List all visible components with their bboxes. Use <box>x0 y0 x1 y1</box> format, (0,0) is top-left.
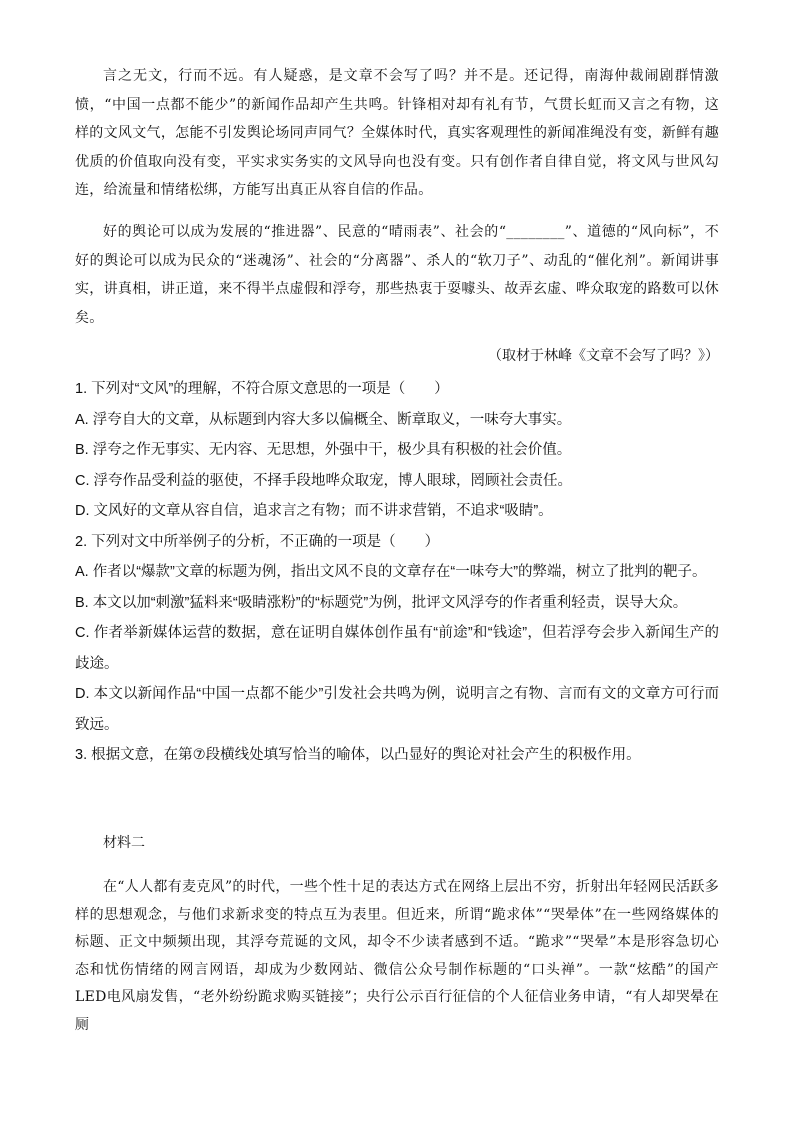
question-2-option-d: D. 本文以新闻作品“中国一点都不能少”引发社会共鸣为例，说明言之有物、言而有文的文章方可行而致远。 <box>75 686 719 733</box>
question-2-option-a: A. 作者以“爆款”文章的标题为例，指出文风不良的文章存在“一味夸大”的弊端，树立了批判的靶子。 <box>75 564 707 580</box>
passage-paragraph-1: 言之无文，行而不远。有人疑惑，是文章不会写了吗？并不是。还记得，南海仲裁闹剧群情激愤，“中国一点都不能少”的新闻作品却产生共鸣。针锋相对却有礼有节，气贯长虹而又言之有物，这样的文风文气，怎能不引发舆论场同声同气？全媒体时代，真实客观理性的新闻准绳没有变，新鲜有趣优质的价值取向没有变，平实求实务实的文风导向也没有变。只有创作者自律自觉，将文风与世风勾连，给流量和情绪松绑，方能写出真正从容自信的作品。 <box>75 68 719 198</box>
question-3-stem: 3. 根据文意，在第⑦段横线处填写恰当的喻体，以凸显好的舆论对社会产生的积极作用。 <box>75 747 641 763</box>
material-2-label: 材料二 <box>103 835 145 851</box>
question-1-stem: 1. 下列对“文风”的理解，不符合原文意思的一项是（ ） <box>75 381 449 397</box>
question-1-option-c: C. 浮夸作品受利益的驱使，不择手段地哗众取宠，博人眼球，罔顾社会责任。 <box>75 472 573 489</box>
question-1-option-a: A. 浮夸自大的文章，从标题到内容大多以偏概全、断章取义，一味夸大事实。 <box>75 411 572 428</box>
question-1-option-b: B. 浮夸之作无事实、无内容、无思想，外强中干，极少具有积极的社会价值。 <box>75 442 572 458</box>
question-2-stem: 2. 下列对文中所举例子的分析，不正确的一项是（ ） <box>75 533 440 550</box>
question-1-option-d: D. 文风好的文章从容自信，追求言之有物；而不讲求营销，不追求“吸睛”。 <box>75 503 553 519</box>
passage-paragraph-2: 好的舆论可以成为发展的“推进器”、民意的“晴雨表”、社会的“________”、道德的“风向标”，不好的舆论可以成为民众的“迷魂汤”、社会的“分离器”、杀人的“软刀子”、动乱的“催化剂”。新闻讲事实，讲真相，讲正道，来不得半点虚假和浮夸，那些热衷于耍噱头、故弄玄虚、哗众取宠的路数可以休矣。 <box>75 224 719 326</box>
question-list <box>75 374 719 771</box>
passage-source: （取材于林峰《文章不会写了吗？》） <box>488 348 719 364</box>
material-2-paragraph: 在“人人都有麦克风”的时代，一些个性十足的表达方式在网络上层出不穷，折射出年轻网民活跃多样的思想观念，与他们求新求变的特点互为表里。但近来，所谓“跪求体”“哭晕体”在一些网络媒体的标题、正文中频频出现，其浮夸荒诞的文风，却令不少读者感到不适。“跪求”“哭晕”本是形容急切心态和忧伤情绪的网言网语，却成为少数网站、微信公众号制作标题的“口头禅”。一款“炫酷”的国产LED电风扇发售，“老外纷纷跪求购买链接”；央行公示百行征信的个人征信业务申请，“有人却哭晕在厕 <box>75 879 719 1033</box>
question-2-option-b: B. 本文以加“刺激”猛料来“吸睛涨粉”的“标题党”为例，批评文风浮夸的作者重利轻责，误导大众。 <box>75 594 688 611</box>
question-2-option-c: C. 作者举新媒体运营的数据，意在证明自媒体创作虽有“前途”和“钱途”，但若浮夸会步入新闻生产的歧途。 <box>75 625 719 672</box>
